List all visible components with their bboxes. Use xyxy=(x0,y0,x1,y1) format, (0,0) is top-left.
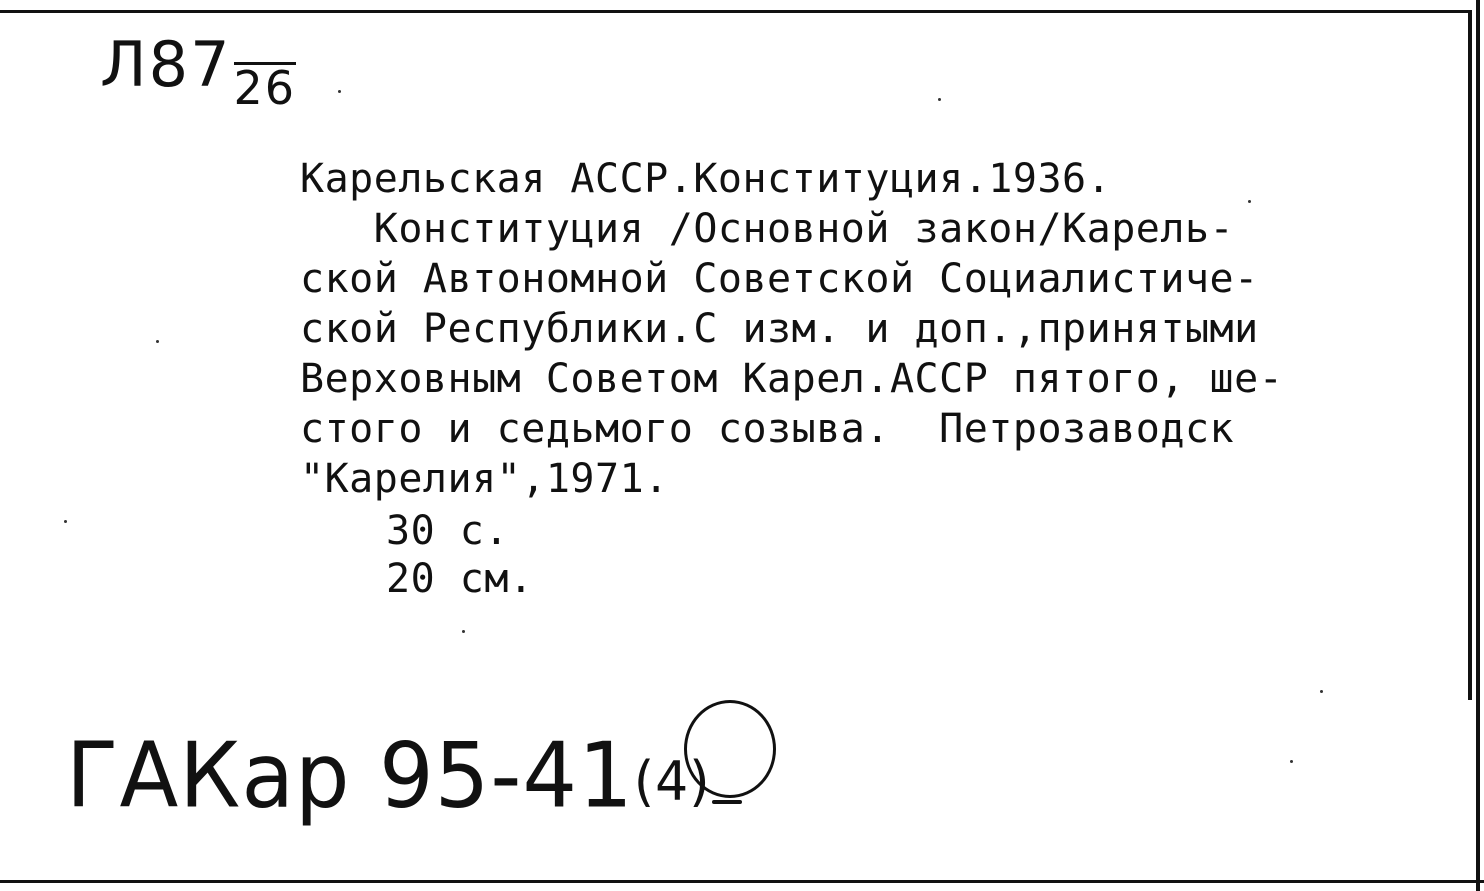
entry-line-3: ской Республики.С изм. и доп.,принятыми xyxy=(300,306,1259,352)
card-right-edge xyxy=(1468,10,1472,700)
scan-speck xyxy=(338,90,341,93)
archive-code xyxy=(66,724,711,829)
scan-speck xyxy=(1248,200,1251,203)
shelf-mark-main: Л87 xyxy=(100,28,232,101)
archive-code-main: ГАКар 95-41 xyxy=(66,723,634,829)
shelf-mark xyxy=(100,28,297,115)
entry-line-4: Верховным Советом Карел.АССР пятого, ше- xyxy=(300,356,1284,402)
scan-speck xyxy=(64,520,67,523)
entry-line-1: Конституция /Основной закон/Карель- xyxy=(300,206,1235,252)
scan-speck xyxy=(1290,760,1293,763)
scan-speck xyxy=(156,340,159,343)
scan-speck xyxy=(1320,690,1323,693)
shelf-mark-denominator: 26 xyxy=(233,61,297,115)
card-top-edge xyxy=(0,10,1470,13)
entry-size: 20 см. xyxy=(386,556,534,602)
entry-heading: Карельская АССР.Конституция.1936. xyxy=(300,156,1112,202)
entry-line-5: стого и седьмого созыва. Петрозаводск xyxy=(300,406,1235,452)
scan-speck xyxy=(462,630,465,633)
archive-code-suffix: (4) xyxy=(633,750,711,814)
card-right-outer-edge xyxy=(1476,0,1480,891)
entry-pages: 30 с. xyxy=(386,508,509,554)
entry-line-6: "Карелия",1971. xyxy=(300,456,669,502)
entry-line-2: ской Автономной Советской Социалистиче- xyxy=(300,256,1259,302)
punch-hole-mark xyxy=(712,800,742,804)
punch-hole xyxy=(684,700,776,798)
scan-speck xyxy=(938,98,941,101)
card-bottom-edge xyxy=(0,880,1484,883)
